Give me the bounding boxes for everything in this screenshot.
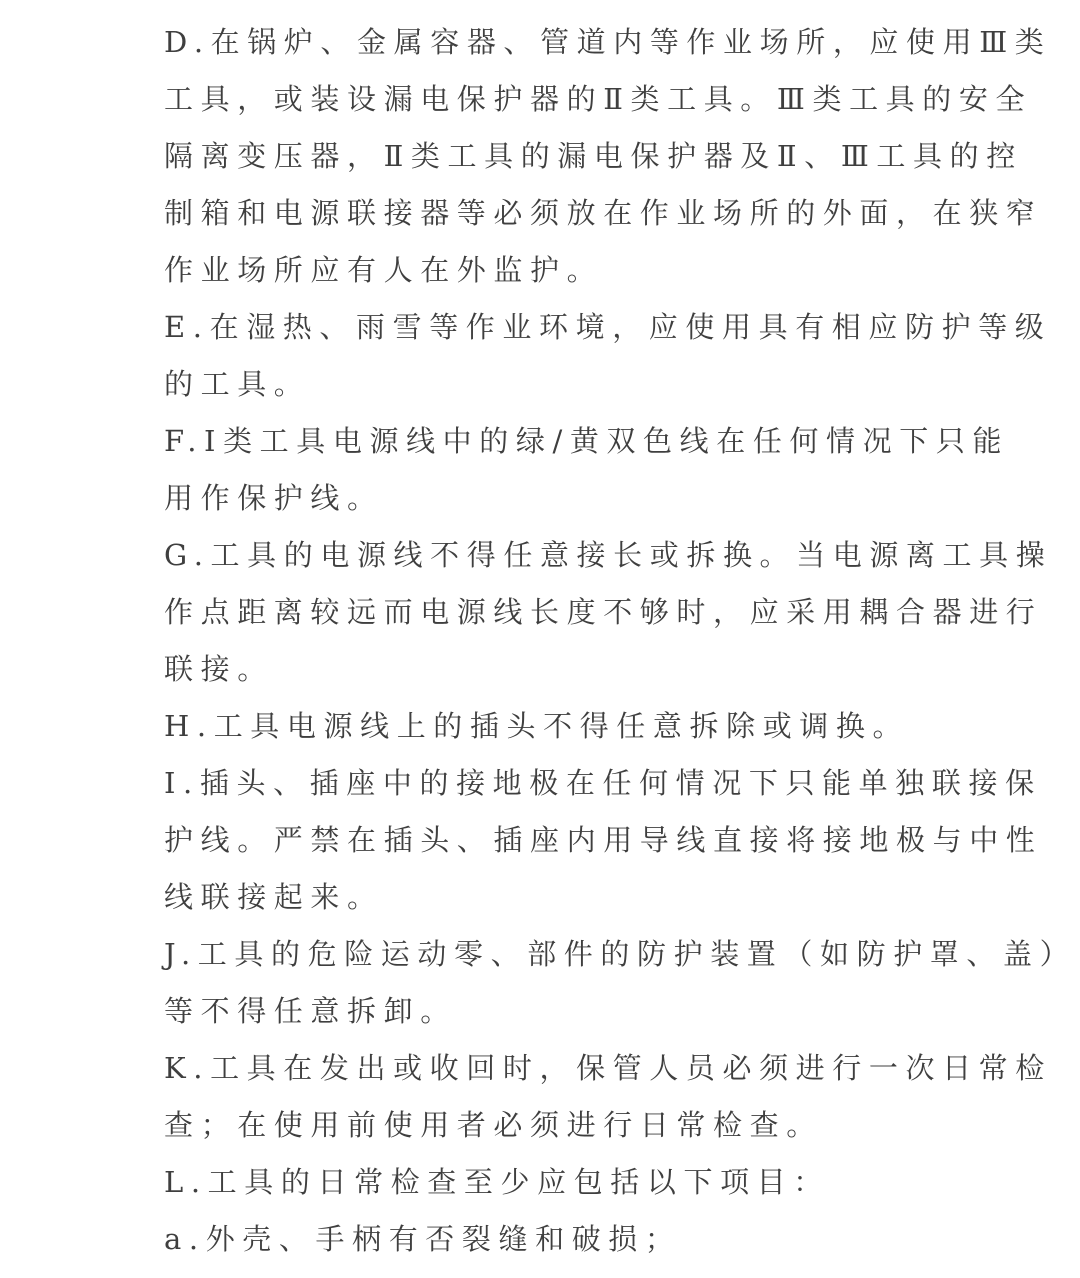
sub-clause-a bbox=[164, 1211, 920, 1268]
text-line: 联接。 bbox=[164, 652, 274, 686]
text-line: a.外壳、手柄有否裂缝和破损； bbox=[164, 1222, 682, 1256]
text-line: 查；在使用前使用者必须进行日常检查。 bbox=[164, 1108, 823, 1142]
text-line: J.工具的危险运动零、部件的防护装置（如防护罩、盖） bbox=[164, 937, 1077, 971]
clause-l bbox=[164, 1154, 920, 1211]
text-line: 的工具。 bbox=[164, 367, 311, 401]
text-line: 线联接起来。 bbox=[164, 880, 384, 914]
text-line: G.工具的电源线不得任意接长或拆换。当电源离工具操 bbox=[164, 538, 1053, 572]
text-line: E.在湿热、雨雪等作业环境，应使用具有相应防护等级 bbox=[164, 310, 1052, 344]
clause-k bbox=[164, 1040, 1052, 1154]
text-line: 隔离变压器，Ⅱ类工具的漏电保护器及Ⅱ、Ⅲ工具的控 bbox=[164, 139, 1023, 173]
text-line: 作业场所应有人在外监护。 bbox=[164, 253, 604, 287]
text-line: 护线。严禁在插头、插座内用导线直接将接地极与中性 bbox=[164, 823, 1043, 857]
text-line: 用作保护线。 bbox=[164, 481, 384, 515]
text-line: D.在锅炉、金属容器、管道内等作业场所，应使用Ⅲ类 bbox=[164, 25, 1052, 59]
text-line: F.Ⅰ类工具电源线中的绿/黄双色线在任何情况下只能 bbox=[164, 424, 1010, 458]
text-line: I.插头、插座中的接地极在任何情况下只能单独联接保 bbox=[164, 766, 1042, 800]
clause-f bbox=[164, 413, 1010, 527]
clause-e bbox=[164, 299, 1052, 413]
text-line: 工具，或装设漏电保护器的Ⅱ类工具。Ⅲ类工具的安全 bbox=[164, 82, 1033, 116]
clause-d bbox=[164, 14, 1052, 299]
clause-h bbox=[164, 698, 920, 755]
text-line: 制箱和电源联接器等必须放在作业场所的外面，在狭窄 bbox=[164, 196, 1043, 230]
clause-j bbox=[164, 926, 1077, 1040]
text-line: 作点距离较远而电源线长度不够时，应采用耦合器进行 bbox=[164, 595, 1043, 629]
document-body bbox=[164, 14, 1077, 1268]
text-line: 等不得任意拆卸。 bbox=[164, 994, 457, 1028]
text-line: H.工具电源线上的插头不得任意拆除或调换。 bbox=[164, 709, 910, 743]
clause-i bbox=[164, 755, 1043, 926]
clause-g bbox=[164, 527, 1053, 698]
text-line: L.工具的日常检查至少应包括以下项目： bbox=[164, 1165, 830, 1199]
text-line: K.工具在发出或收回时，保管人员必须进行一次日常检 bbox=[164, 1051, 1052, 1085]
